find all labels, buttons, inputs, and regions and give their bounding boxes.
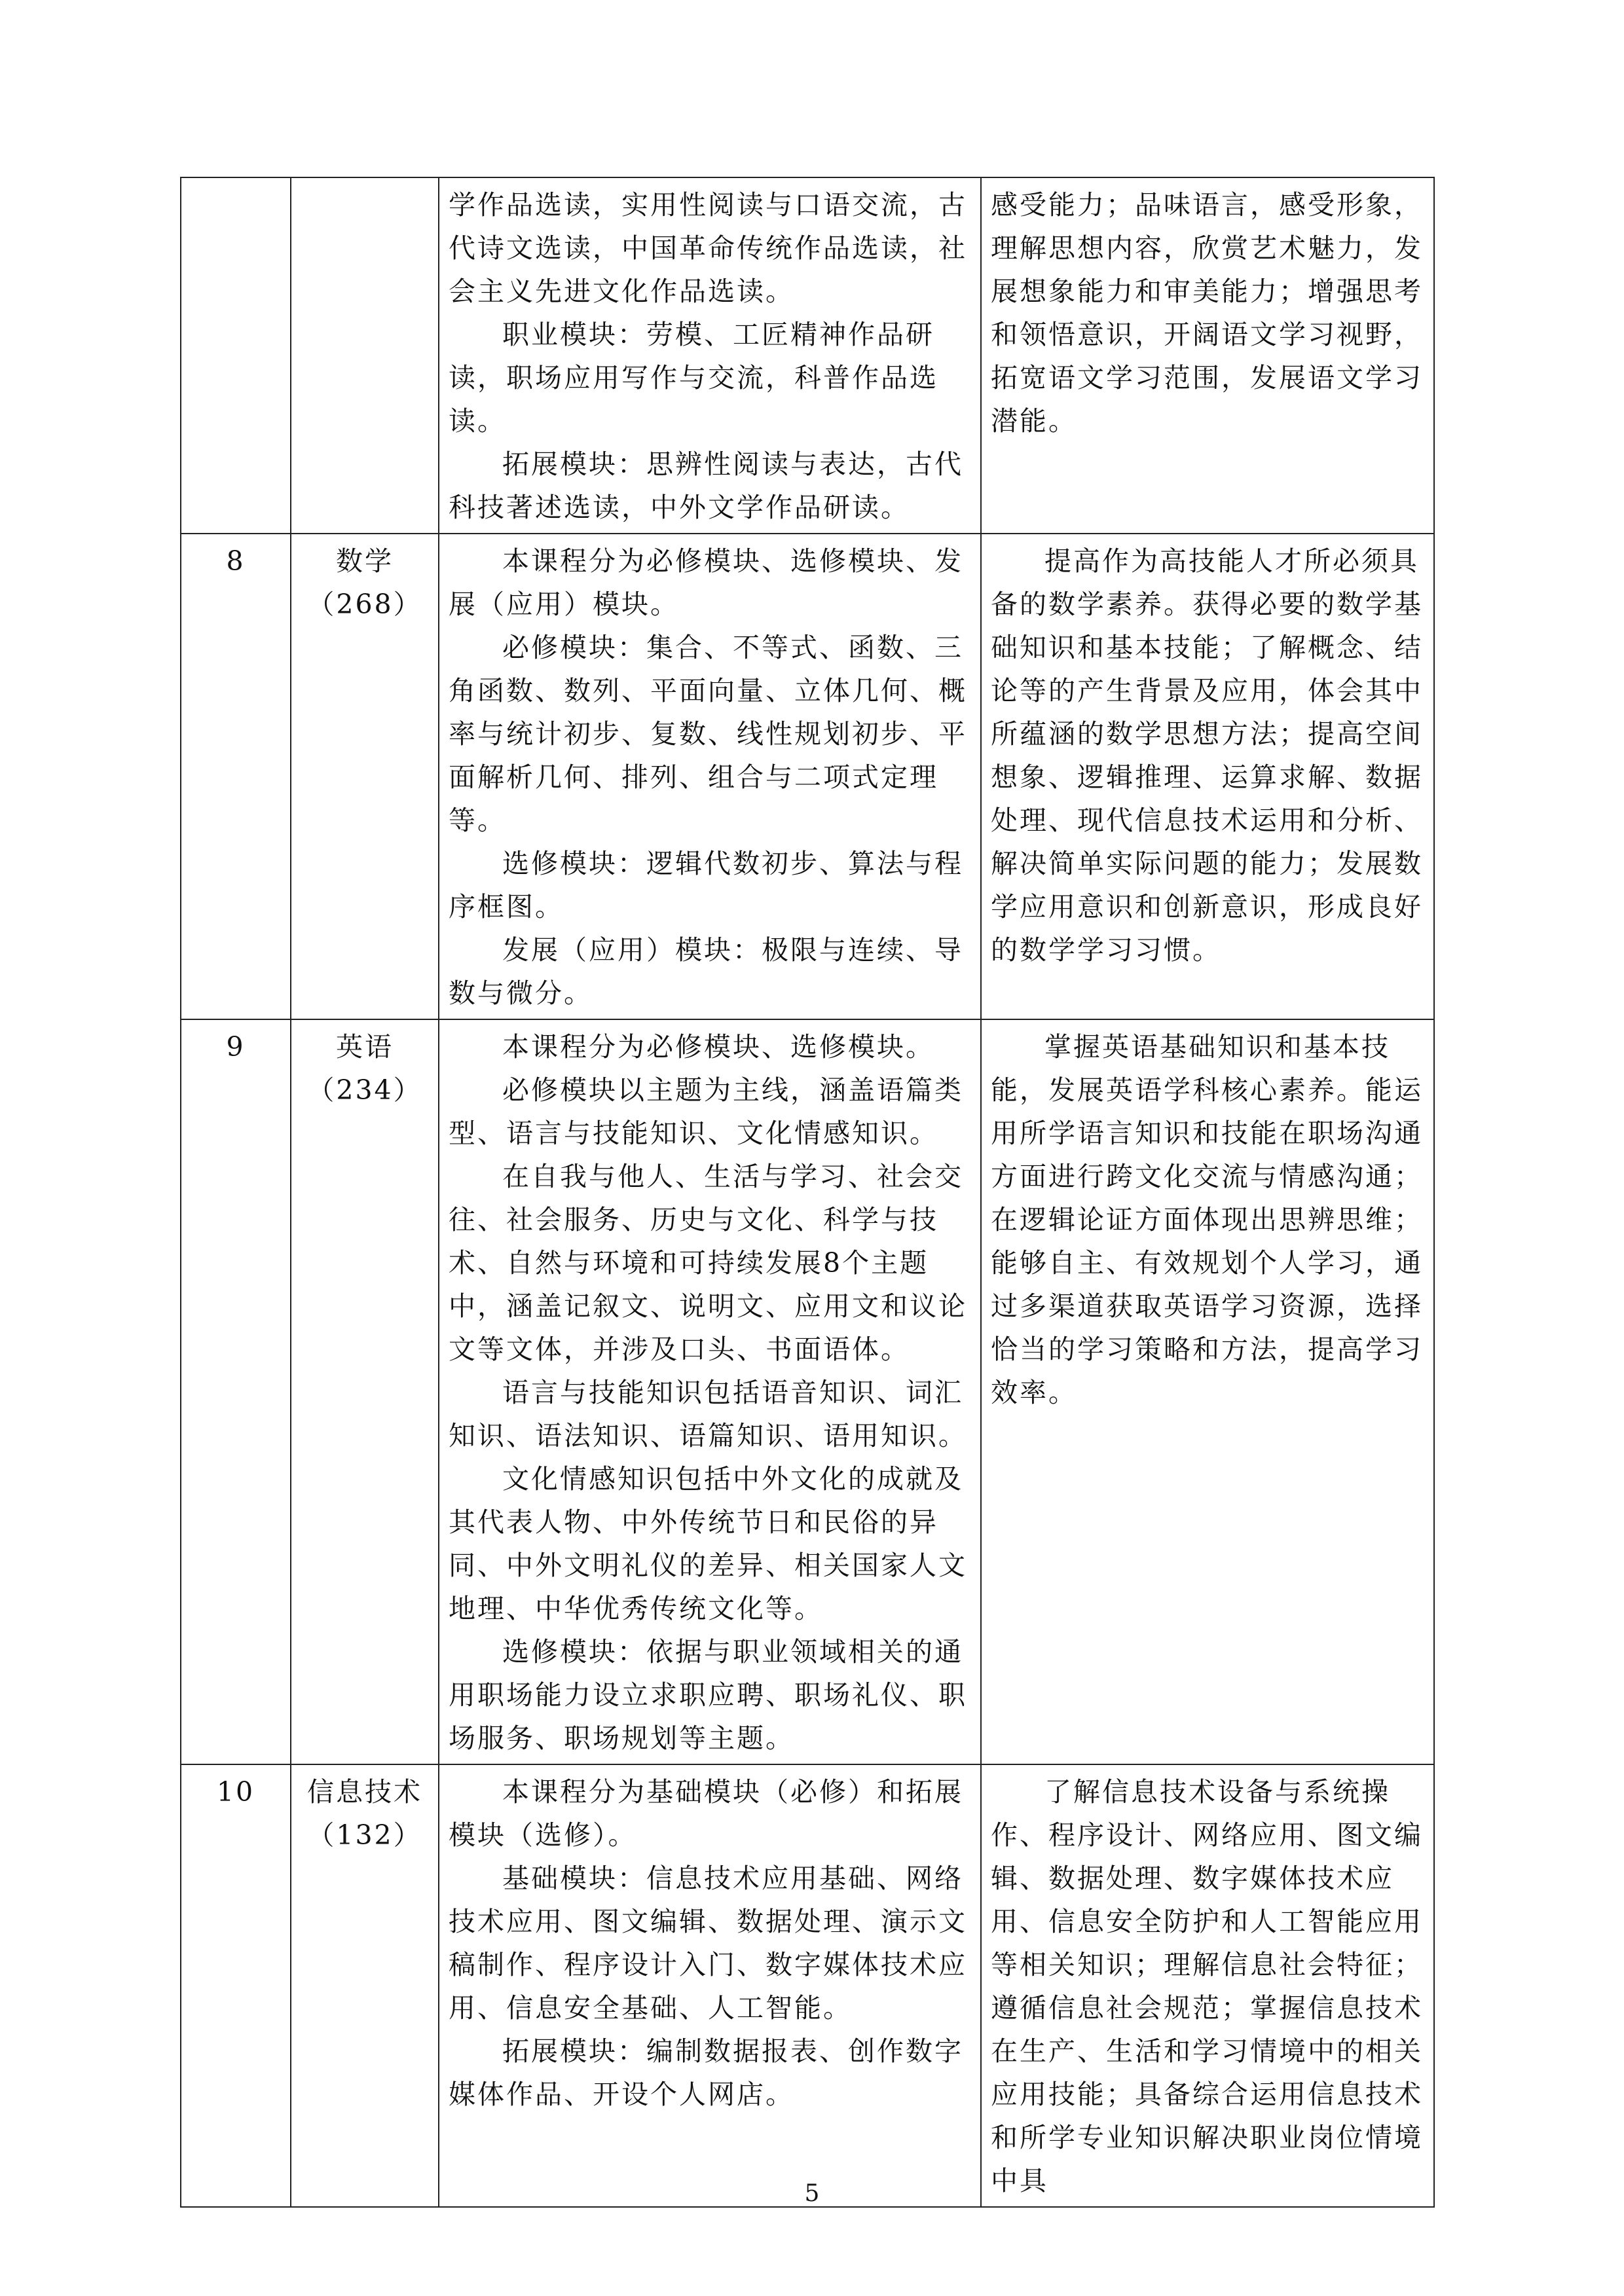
table-row	[181, 534, 1434, 1019]
course-hours: （234）	[307, 1074, 422, 1106]
course-name-cell	[291, 1764, 439, 2207]
table-row	[181, 1019, 1434, 1764]
content-paragraph: 拓展模块：思辨性阅读与表达，古代科技著述选读，中外文学作品研读。	[449, 448, 963, 523]
course-name: 数学	[336, 545, 394, 577]
content-paragraph: 选修模块：逻辑代数初步、算法与程序框图。	[449, 848, 963, 922]
course-content-cell	[439, 1764, 981, 2207]
goal-paragraph: 了解信息技术设备与系统操作、程序设计、网络应用、图文编辑、数据处理、数字媒体技术应用、信息安全防护和人工智能应用等相关知识；理解信息社会特征；遵循信息社会规范；掌握信息技术在生产、生活和学习情境中的相关应用技能；具备综合运用信息技术和所学专业知识解决职业岗位情境中具	[991, 1776, 1423, 2196]
course-goal-cell	[981, 1764, 1434, 2207]
course-name: 英语	[336, 1031, 394, 1063]
content-paragraph: 职业模块：劳模、工匠精神作品研读，职场应用写作与交流，科普作品选读。	[449, 319, 938, 437]
content-paragraph: 基础模块：信息技术应用基础、网络技术应用、图文编辑、数据处理、演示文稿制作、程序设计入门、数字媒体技术应用、信息安全基础、人工智能。	[449, 1863, 967, 2024]
content-paragraph: 本课程分为必修模块、选修模块。	[502, 1031, 934, 1063]
content-paragraph: 发展（应用）模块：极限与连续、导数与微分。	[449, 934, 963, 1009]
course-content-cell	[439, 534, 981, 1019]
course-number-cell: 8	[181, 534, 291, 1019]
course-name-cell	[291, 177, 439, 534]
table-row	[181, 1764, 1434, 2207]
course-name-cell	[291, 1019, 439, 1764]
content-paragraph: 语言与技能知识包括语音知识、词汇知识、语法知识、语篇知识、语用知识。	[449, 1377, 967, 1451]
content-paragraph: 在自我与他人、生活与学习、社会交往、社会服务、历史与文化、科学与技术、自然与环境和可持续发展8个主题中，涵盖记叙文、说明文、应用文和议论文等文体，并涉及口头、书面语体。	[449, 1161, 967, 1365]
content-paragraph: 必修模块：集合、不等式、函数、三角函数、数列、平面向量、立体几何、概率与统计初步、复数、线性规划初步、平面解析几何、排列、组合与二项式定理等。	[449, 632, 967, 836]
course-name-cell	[291, 534, 439, 1019]
course-hours: （268）	[307, 589, 422, 620]
goal-paragraph: 掌握英语基础知识和基本技能，发展英语学科核心素养。能运用所学语言知识和技能在职场沟通方面进行跨文化交流与情感沟通；在逻辑论证方面体现出思辨思维；能够自主、有效规划个人学习，通过多渠道获取英语学习资源，选择恰当的学习策略和方法，提高学习效率。	[991, 1031, 1423, 1408]
course-hours: （132）	[307, 1819, 422, 1851]
goal-paragraph: 提高作为高技能人才所必须具备的数学素养。获得必要的数学基础知识和基本技能；了解概念、结论等的产生背景及应用，体会其中所蕴涵的数学思想方法；提高空间想象、逻辑推理、运算求解、数据处理、现代信息技术运用和分析、解决简单实际问题的能力；发展数学应用意识和创新意识，形成良好的数学学习习惯。	[991, 545, 1423, 966]
course-table	[180, 177, 1435, 2208]
goal-paragraph: 感受能力；品味语言，感受形象，理解思想内容，欣赏艺术魅力，发展想象能力和审美能力；增强思考和领悟意识，开阔语文学习视野，拓宽语文学习范围，发展语文学习潜能。	[991, 189, 1423, 437]
course-goal-cell	[981, 177, 1434, 534]
course-goal-cell	[981, 1019, 1434, 1764]
content-paragraph: 本课程分为基础模块（必修）和拓展模块（选修）。	[449, 1776, 963, 1851]
content-paragraph: 必修模块以主题为主线，涵盖语篇类型、语言与技能知识、文化情感知识。	[449, 1074, 963, 1149]
content-paragraph: 本课程分为必修模块、选修模块、发展（应用）模块。	[449, 545, 963, 620]
course-name: 信息技术	[307, 1776, 422, 1808]
course-number-cell: 9	[181, 1019, 291, 1764]
content-paragraph: 学作品选读，实用性阅读与口语交流，古代诗文选读，中国革命传统作品选读，社会主义先进文化作品选读。	[449, 189, 967, 307]
course-goal-cell	[981, 534, 1434, 1019]
course-number-cell: 10	[181, 1764, 291, 2207]
page-number: 5	[804, 2180, 820, 2207]
course-content-cell	[439, 177, 981, 534]
content-paragraph: 选修模块：依据与职业领域相关的通用职场能力设立求职应聘、职场礼仪、职场服务、职场规划等主题。	[449, 1636, 967, 1754]
content-paragraph: 文化情感知识包括中外文化的成就及其代表人物、中外传统节日和民俗的异同、中外文明礼仪的差异、相关国家人文地理、中华优秀传统文化等。	[449, 1463, 967, 1624]
course-content-cell	[439, 1019, 981, 1764]
course-number-cell	[181, 177, 291, 534]
table-row	[181, 177, 1434, 534]
content-paragraph: 拓展模块：编制数据报表、创作数字媒体作品、开设个人网店。	[449, 2035, 963, 2110]
